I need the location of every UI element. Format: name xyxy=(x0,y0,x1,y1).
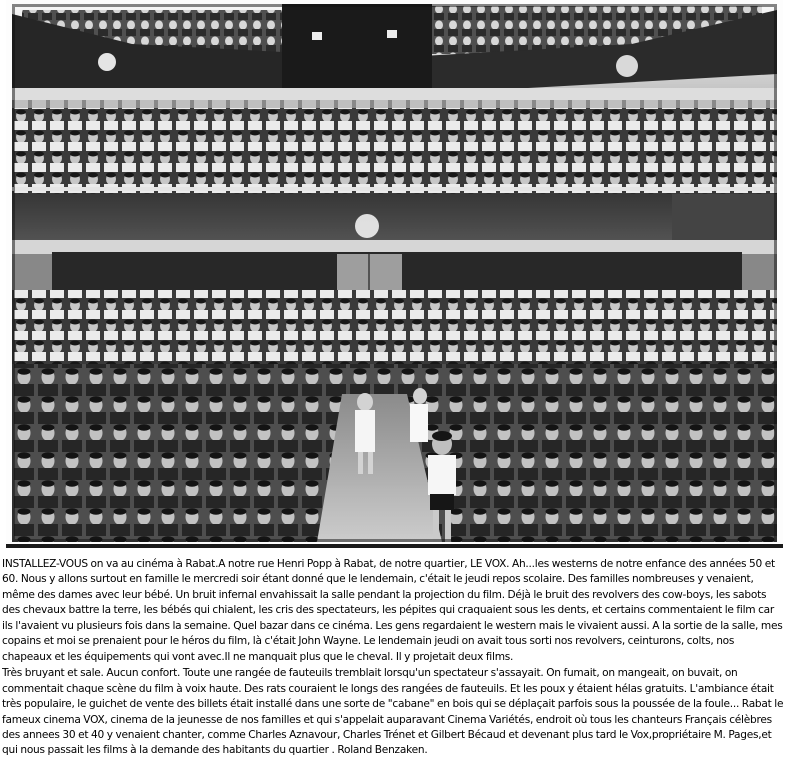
projection-wall xyxy=(282,4,432,96)
stalls-crowd-back xyxy=(12,290,777,370)
caption-paragraph-2: Très bruyant et sale. Aucun confort. Toute une rangée de fauteuils tremblait lorsqu'un spectateur s'assayait. On fumait, on mangeait, on buvait, on commentait chaque scène du film à voix haute. Des rats couraient le longs des rangées de fauteuils. Et les poux y étaient hélas gratuits. L'ambiance était très populaire, le guichet de vente des billets était installé dans une sorte de "cabane" en bois qui se déplaçait parfois sous la poussée de la foule... Rabat le fameux cinema VOX, cinema de la jeunesse de nos familles et qui s'appelait auparavant Cinema Variétés, endroit où tous les chanteurs Français célèbres des annees 30 et 40 y venaient chanter, comme Charles Aznavour, Charles Trénet et Gilbert Bécaud et devenant plus tard le Vox,propriétaire M. Pages,et qui nous passait les films à la demande des habitants du quartier . Roland Benzaken. xyxy=(2,667,784,757)
middle-balcony-front xyxy=(12,194,777,240)
middle-balcony-crowd xyxy=(12,100,777,200)
caption-paragraph-1: INSTALLEZ-VOUS on va au cinéma à Rabat.A notre rue Henri Popp à Rabat, de notre quartier, LE VOX. Ah...les westerns de notre enfance des années 50 et 60. Nous y allons surtout en famille le mercredi soir étant donné que le lendemain, c'était le jeudi repos scolaire. Des familles nombreuses y venaient, même des dames avec leur bébé. Un bruit infernal envahissait la salle pendant la projection du film. Déjà le bruit des revolvers des cow-boys, les sabots des chevaux battre la terre, les bébés qui chialent, les cris des spectateurs, les pépites qui craquaient sous les dents, et certains commentaient le film car ils l'avaient vu plusieurs fois dans la semaine. Quel bazar dans ce cinéma. Les gens regardaient le western mais le vivaient aussi. A la sortie de la salle, mes copains et moi se prenaient pour le héros du film, là c'était John Wayne. Le lendemain jeudi on avait tous sorti nos revolvers, ceinturons, colts, nos chapeaux et les équipements qui vont avec.Il ne manquait plus que le cheval. Il y projetait deux films. xyxy=(2,558,783,663)
cinema-crowd-photo xyxy=(12,4,777,542)
caption-text-block xyxy=(2,557,784,767)
photo-frame xyxy=(6,0,783,548)
